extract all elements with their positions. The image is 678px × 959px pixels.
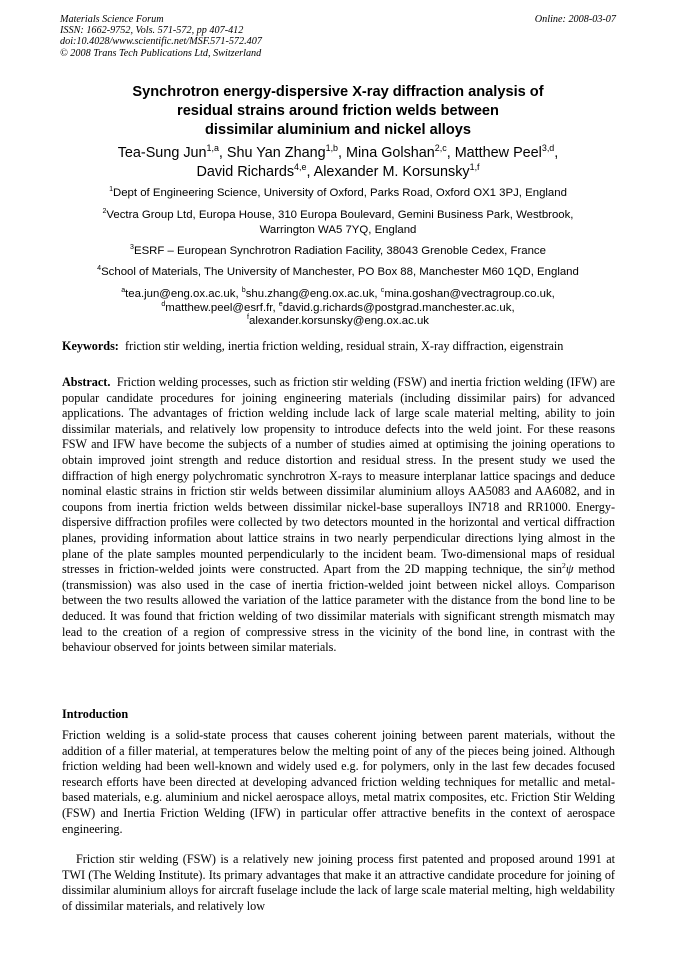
email-address: alexander.korsunsky@eng.ox.ac.uk: [248, 315, 429, 328]
affiliation-2: [60, 208, 616, 238]
email-marker: e: [278, 300, 283, 308]
introduction-paragraph-2: Friction stir welding (FSW) is a relatively new joining process first patented and proposed around 1991 at TWI (The Welding Institute). Its primary advantages that make it an attractive candidate procedure for joining of dissimilar aluminium alloys for aircraft fuselage include the lack of large scale material melting, high weldability of dissimilar materials, and relatively low: [62, 852, 615, 913]
abstract-label: Abstract.: [62, 375, 111, 389]
affiliation-number: 3: [130, 244, 134, 252]
journal-header: [60, 14, 262, 59]
author-affiliation-marker: 4,e: [294, 162, 307, 173]
author-affiliation-marker: 1,b: [325, 143, 338, 154]
email-address: mina.goshan@vectragroup.co.uk,: [384, 288, 555, 300]
author-name: David Richards: [196, 164, 295, 180]
email-marker: a: [121, 287, 126, 295]
email-marker: d: [161, 300, 166, 308]
affiliation-number: 4: [97, 265, 102, 273]
author-affiliation-marker: 2,c: [434, 143, 447, 154]
abstract-text: Friction welding processes, such as friction stir welding (FSW) and inertia friction welding (IFW) are popular candidate procedures for joining engineering materials (including dissimilar pairs) for advanced applications. The advantages of friction welding include lack of large scale material melting, ability to join dissimilar materials, and relatively low propensity to introduce defects into the weld joint. For these reasons FSW and IFW have become the subjects of a number of studies aimed at optimising the joining operations to obtain improved joint strength and reduce distortion and residual stress. In the present study we used the diffraction of high energy polychromatic synchrotron X-rays to measure interplanar lattice spacings and deduce nominal elastic strains in friction stir welds between dissimilar aluminium alloys AA5083 and AA6082, and in coupons from inertia friction welds between dissimilar nickel-base superalloys IN718 and RR1000. Energy-dispersive diffraction profiles were collected by two detectors mounted in the horizontal and vertical diffraction planes, providing information about lattice strains in two nearly perpendicular directions lying almost in the plane of the plate samples mounted perpendicularly to the incident beam. Two-dimensional maps of residual stresses in friction-welded joints were constructed. Apart from the 2D mapping technique, the sin: [62, 375, 616, 577]
affiliation-number: 2: [102, 208, 107, 216]
title-line: residual strains around friction welds between: [177, 103, 499, 119]
author-affiliation-marker: 3,d: [541, 143, 555, 154]
online-date: Online: 2008-03-07: [534, 14, 616, 25]
email-address: matthew.peel@esrf.fr,: [165, 301, 279, 314]
introduction-heading: Introduction: [62, 707, 129, 721]
author-name: Matthew Peel: [454, 145, 542, 161]
affiliation-text: Dept of Engineering Science, University of Oxford, Parks Road, Oxford OX1 3PJ, England: [112, 187, 567, 199]
abstract-paragraph: [62, 375, 615, 656]
author-list: Tea-Sung Jun$^{1,a}$, Shu Yan Zhang$^{1,b}$, Mina Golshan$^{2,c}$, Matthew Peel$^{3,d}$, David Richards$^{4,e}$, Alexander M. Korsunsky$^{1,f}$: [117, 143, 559, 180]
title-line: dissimilar aluminium and nickel alloys: [204, 122, 472, 138]
email-list: [60, 288, 616, 329]
copyright-line: © 2008 Trans Tech Publications Ltd, Switzerland: [60, 47, 262, 59]
affiliation-text: Warrington WA5 7YQ, England: [259, 224, 417, 236]
email-address: david.g.richards@postgrad.manchester.ac.uk,: [282, 301, 515, 314]
email-marker: b: [241, 287, 246, 295]
affiliation-4: [60, 265, 616, 280]
journal-name: Materials Science Forum: [60, 14, 164, 25]
issn-line: ISSN: 1662-9752, Vols. 571-572, pp 407-412: [60, 25, 244, 37]
author-name: Tea-Sung Jun: [117, 145, 207, 161]
affiliation-1: [60, 186, 616, 201]
affiliation-text: School of Materials, The University of Manchester, PO Box 88, Manchester M60 1QD, England: [101, 266, 579, 278]
affiliation-text: ESRF – European Synchrotron Radiation Facility, 38043 Grenoble Cedex, France: [133, 245, 546, 257]
email-marker: c: [380, 287, 385, 295]
keywords-paragraph: [62, 339, 615, 355]
keywords-text: friction stir welding, inertia friction welding, residual strain, X-ray diffraction, eigenstrain: [124, 339, 564, 353]
affiliation-text: Vectra Group Ltd, Europa House, 310 Europa Boulevard, Gemini Business Park, Westbrook,: [106, 209, 574, 221]
author-name: Shu Yan Zhang: [226, 145, 326, 161]
paper-title: [60, 83, 616, 140]
author-affiliation-marker: 1,f: [469, 162, 480, 173]
affiliation-number: 1: [109, 186, 113, 194]
email-address: shu.zhang@eng.ox.ac.uk,: [245, 288, 381, 300]
title-line: Synchrotron energy-dispersive X-ray diffraction analysis of: [132, 84, 544, 100]
author-name: Alexander M. Korsunsky: [313, 164, 470, 180]
author-name: Mina Golshan: [346, 145, 435, 161]
affiliation-3: [60, 244, 616, 259]
email-address: tea.jun@eng.ox.ac.uk,: [125, 288, 242, 300]
author-affiliation-marker: 1,a: [206, 143, 219, 154]
email-marker: f: [247, 314, 249, 322]
introduction-paragraph-1: Friction welding is a solid-state process that causes coherent joining between parent materials, without the addition of a filler material, at temperatures below the melting point of any of the pieces being joined. Although friction welding had been well-known and widely used e.g. for polymers, only in the last few decades focused research efforts have been directed at developing advanced friction welding techniques for metallic and metal-based materials, e.g. aluminium and nickel aerospace alloys, metal matrix composites, etc. Friction Stir Welding (FSW) and Inertia Friction Welding (IFW) in particular offer attractive benefits in the context of aerospace engineering.: [62, 728, 615, 836]
keywords-label: Keywords:: [62, 339, 119, 353]
psi-symbol: ψ: [565, 562, 574, 577]
doi-line: doi:10.4028/www.scientific.net/MSF.571-572.407: [60, 36, 262, 48]
abstract-text: method (transmission) was also used in the case of inertia friction-welded joint between nickel alloys. Comparison between the two results allowed the variation of the lattice parameter with the distance from the bond line to be deduced. It was found that friction welding of two dissimilar materials with significant strength mismatch may lead to the creation of a region of compressive stress in the vicinity of the bond line, in contrast with the behaviour observed for joints between similar materials.: [62, 562, 615, 655]
abstract-superscript: 2: [562, 561, 566, 571]
